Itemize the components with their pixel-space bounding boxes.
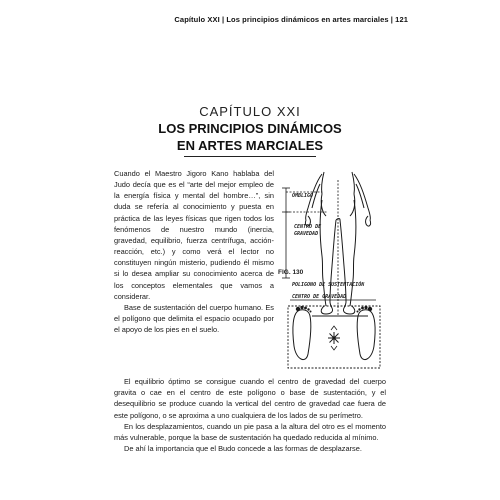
chapter-title <box>0 120 500 154</box>
measure-lines <box>282 188 290 278</box>
figure-label: FIG. 130 <box>278 269 304 276</box>
paragraph-5: De ahí la importancia que el Budo concede a las formas de desplazarse. <box>124 444 362 454</box>
label-poligono: POLIGONO DE SUSTENTACIÓN <box>292 282 365 288</box>
text-full-width <box>114 376 386 454</box>
running-header: Capítulo XXI | Los principios dinámicos en artes marciales | 121 <box>174 15 408 24</box>
paragraph-4: En los desplazamientos, cuando un pie pasa a la altura del otro es el momento más vulnerable, porque la base de sustentación ha quedado reducida al mínimo. <box>114 421 386 443</box>
label-centro-gravedad-b: GRAVEDAD <box>294 231 319 237</box>
paragraph-2: Base de sustentación del cuerpo humano. Es el polígono que delimita el espacio ocupado por el apoyo de los pies en el suelo. <box>114 302 274 335</box>
footprints-diagram <box>288 306 380 368</box>
chapter-title-line-2: EN ARTES MARCIALES <box>176 138 324 153</box>
chapter-label: CAPÍTULO XXI <box>199 104 301 119</box>
title-underline <box>184 156 316 157</box>
label-ombligo: OMBLIGO <box>292 193 314 199</box>
text-column <box>114 168 274 335</box>
paragraph-3: El equilibrio óptimo se consigue cuando el centro de gravedad del cuerpo gravita o cae en el centro de este polígono o base de sustentación, y el desequilibrio se produce cuando la vertical del centro de gravedad cae fuera de este polígono, o se aproxima a uno cualquiera de los lados de su perímetro. <box>114 377 386 420</box>
figure-130-drawing <box>272 160 394 375</box>
chapter-title-line-1: LOS PRINCIPIOS DINÁMICOS <box>158 121 342 136</box>
paragraph-1: Cuando el Maestro Jigoro Kano hablaba del Judo decía que es el “arte del mejor empleo de la energía física y mental del hombre…”, sin duda se refería al conocimiento y puesta en práctica de las leyes físicas que rigen todos los fenómenos de nuestro mundo (inercia, gravedad, equilibrio, fuerza centrífuga, acción-reacción, etc.) y como verá el lector no constituyen ningún misterio, pudiendo él mismo si lo desea ampliar su conocimiento acerca de los conceptos elementales que vamos a considerar. <box>114 169 274 301</box>
label-centro-gravedad-2: CENTRO DE GRAVEDAD <box>292 294 347 300</box>
label-centro-gravedad-a: CENTRO DE <box>294 224 322 230</box>
